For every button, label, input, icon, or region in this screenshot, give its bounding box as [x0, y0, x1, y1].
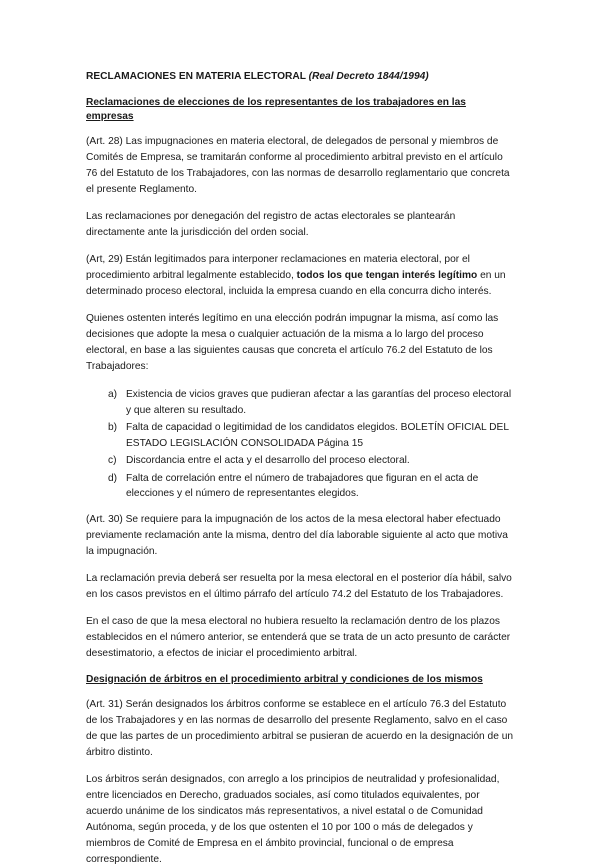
paragraph-interes-legitimo: Quienes ostenten interés legítimo en una elección podrán impugnar la misma, así como las decisiones que adopte la mesa o cualquier actuación de la misma a lo largo del proceso electoral, en base a las siguientes causas que concreta el artículo 76.2 del Estatuto de los Trabajadores: [86, 313, 499, 372]
paragraph-art29 [86, 252, 516, 300]
paragraph-art28: (Art. 28) Las impugnaciones en materia electoral, de delegados de personal y miembros de Comités de Empresa, se tramitarán conforme al procedimiento arbitral previsto en el artículo 76 del Estatuto de los Trabajadores, con las normas de desarrollo reglamentario que concreta el presente Reglamento. [86, 136, 510, 195]
list-marker: b) [108, 422, 118, 433]
list-item [108, 387, 516, 418]
paragraph-art30: (Art. 30) Se requiere para la impugnación de los actos de la mesa electoral haber efectuado previamente reclamación ante la misma, dentro del día laborable siguiente al acto que motiva la impugnación. [86, 513, 508, 557]
list-marker: d) [108, 472, 118, 484]
list-item-text: Falta de correlación entre el número de trabajadores que figuran en el acta de elecciones y el número de representantes elegidos. [126, 472, 479, 499]
paragraph-arbitros: Los árbitros serán designados, con arreglo a los principios de neutralidad y profesionalidad, entre licenciados en Derecho, graduados sociales, así como titulados equivalentes, por acuerdo unánime de los sindicatos más representativos, a nivel estatal o de Comunidad Autónoma, según proceda, y de los que ostenten el 10 por 100 o más de delegados y miembros de Comité de Empresa en el ámbito provincial, funcional o de empresa correspondiente. [86, 773, 500, 865]
title-main: RECLAMACIONES EN MATERIA ELECTORAL [86, 71, 306, 82]
list-item [108, 453, 516, 469]
list-item [108, 471, 516, 502]
list-item-text: Existencia de vicios graves que pudieran afectar a las garantías del proceso electoral y que alteren su resultado. [126, 389, 512, 416]
causes-list [108, 387, 516, 502]
title-subtitle: (Real Decreto 1844/1994) [308, 71, 429, 82]
document-title [86, 70, 516, 84]
paragraph-art31: (Art. 31) Serán designados los árbitros conforme se establece en el artículo 76.3 del Estatuto de los Trabajadores y en las normas de desarrollo del presente Reglamento, salvo en el caso de que las partes de un procedimiento arbitral se pusieran de acuerdo en la designación de un árbitro distinto. [86, 698, 514, 758]
list-item-text: Falta de capacidad o legitimidad de los candidatos elegidos. BOLETÍN OFICIAL DEL ESTADO LEGISLACIÓN CONSOLIDADA Página 15 [126, 422, 509, 449]
paragraph-reclamacion-resuelta: La reclamación previa deberá ser resuelta por la mesa electoral en el posterior día hábil, salvo en los casos previstos en el último párrafo del artículo 74.2 del Estatuto de los Trabajadores. [86, 572, 512, 600]
list-item [108, 420, 516, 451]
list-marker: a) [108, 389, 118, 400]
list-marker: c) [108, 455, 117, 466]
art29-text-after: en un determinado proceso electoral, incluida la empresa cuando en ella concurra dicho interés. [86, 270, 506, 297]
paragraph-no-resuelto: En el caso de que la mesa electoral no hubiera resuelto la reclamación dentro de los plazos establecidos en el número anterior, se entenderá que se trata de un acto presunto de carácter desestimatorio, a efectos de iniciar el procedimiento arbitral. [86, 615, 511, 659]
section-heading-designacion: Designación de árbitros en el procedimiento arbitral y condiciones de los mismos [86, 673, 483, 685]
art29-text-before: (Art, 29) Están legitimados para interponer reclamaciones en materia electoral, por el procedimiento arbitral legalmente establecido, [86, 254, 470, 281]
art29-bold-text: todos los que tengan interés legítimo [296, 270, 478, 281]
paragraph-denegacion: Las reclamaciones por denegación del registro de actas electorales se plantearán directamente ante la jurisdicción del orden social. [86, 211, 456, 238]
list-item-text: Discordancia entre el acta y el desarrollo del proceso electoral. [126, 455, 410, 466]
section-heading-reclamaciones: Reclamaciones de elecciones de los representantes de los trabajadores en las empresas [86, 97, 466, 122]
